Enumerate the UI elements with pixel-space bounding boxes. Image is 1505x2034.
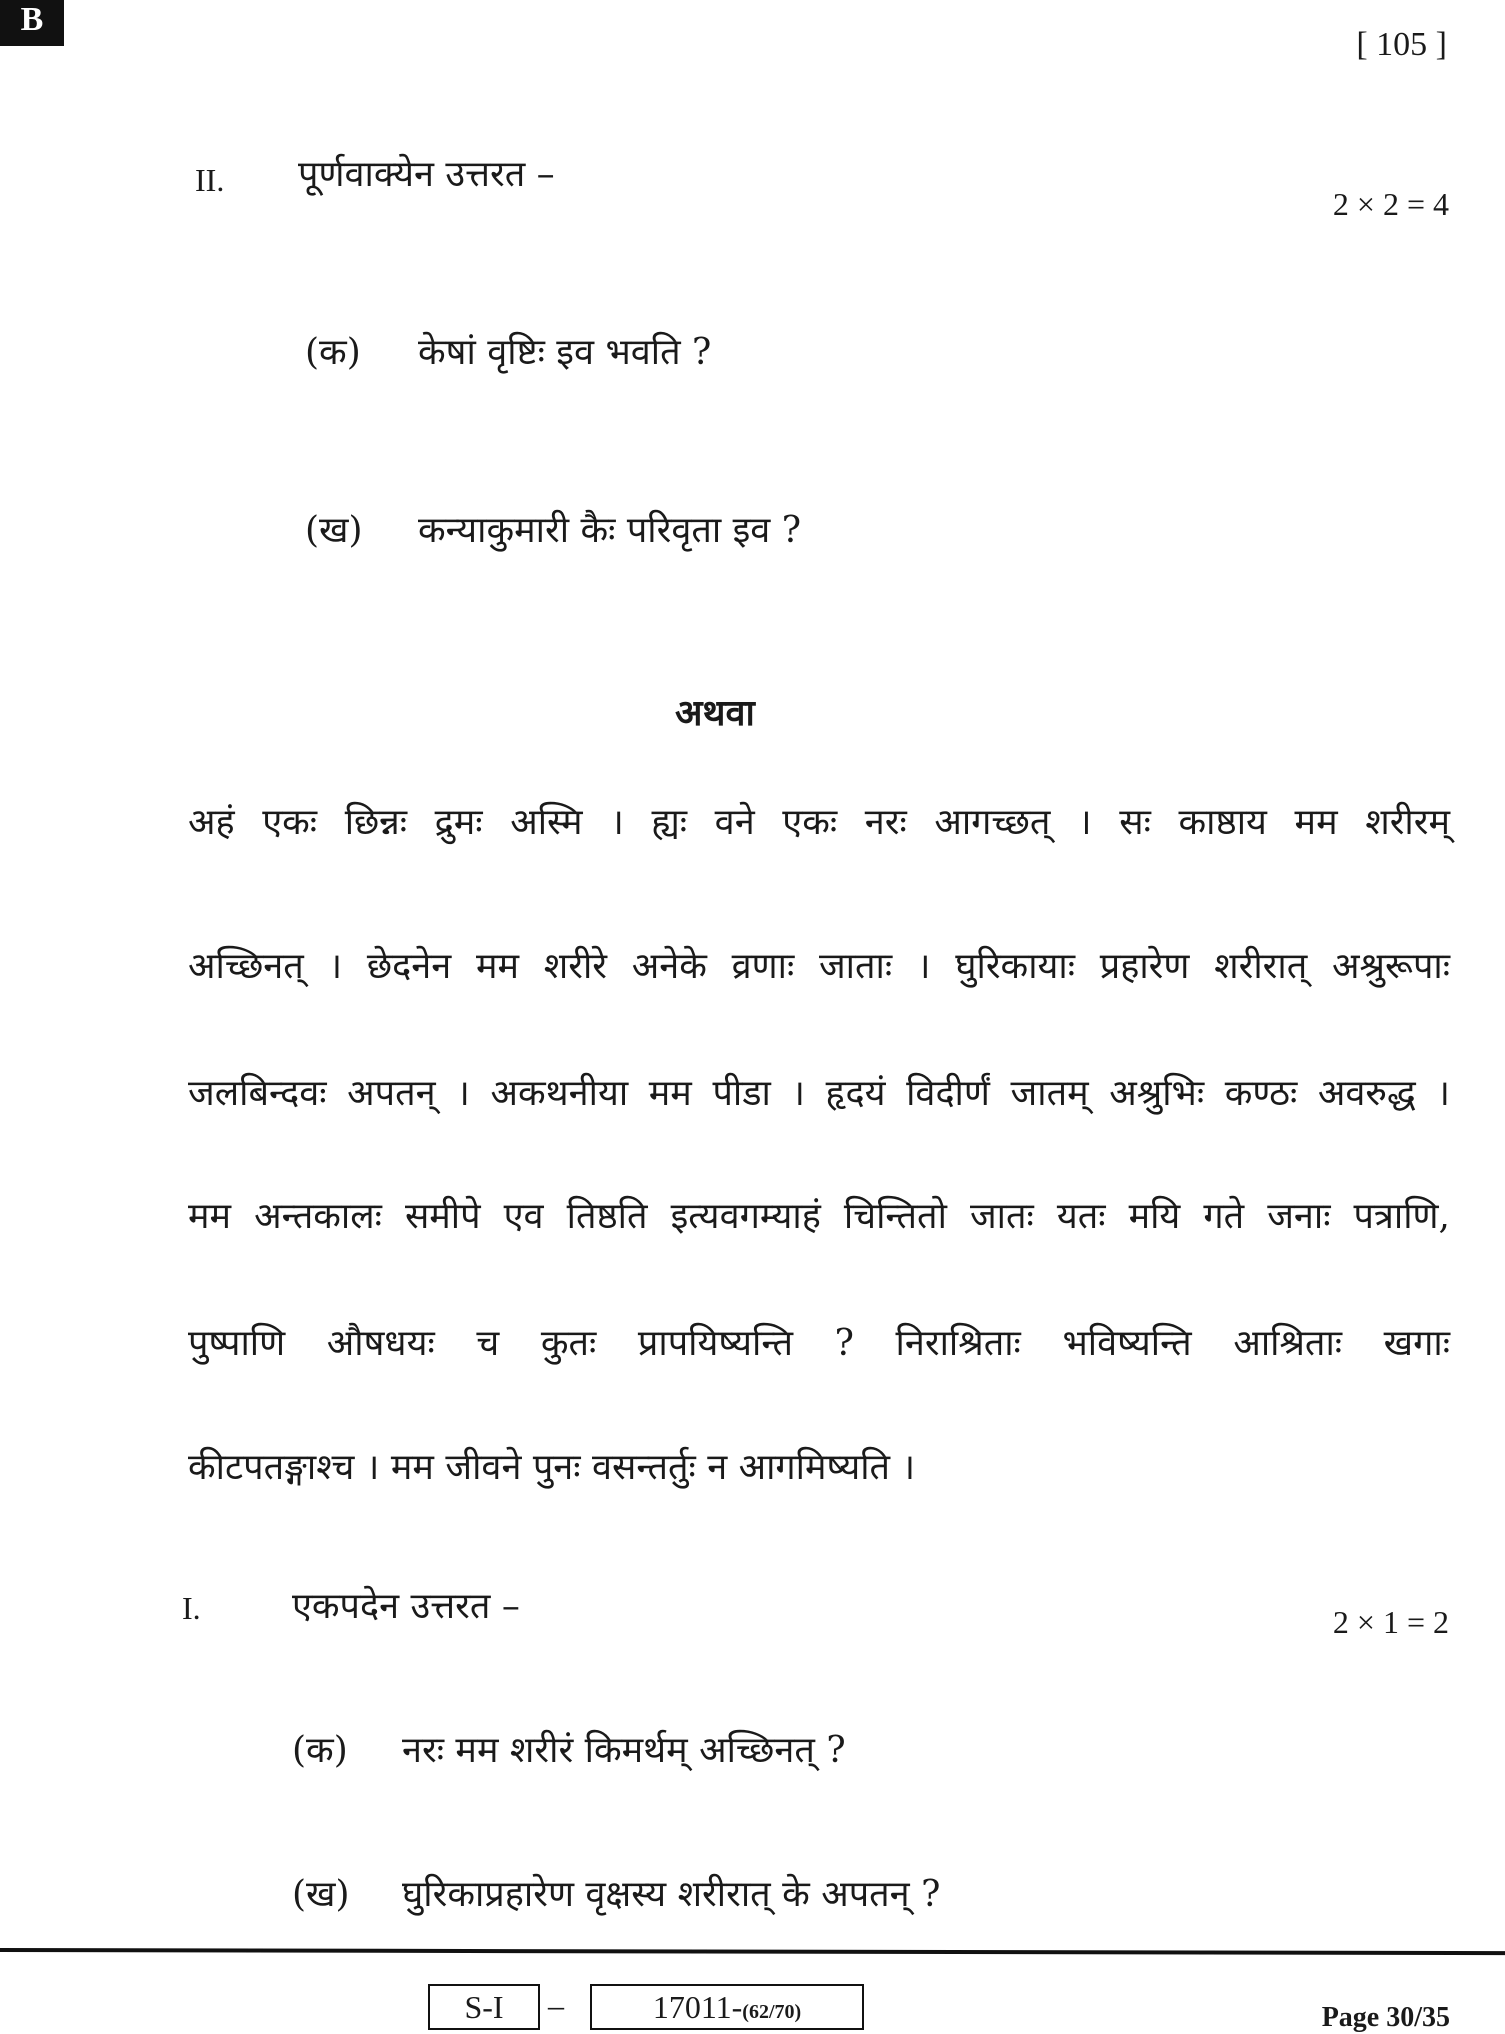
- question-label: (ख): [305, 510, 363, 551]
- question-text: केषां वृष्टिः इव भवति ?: [418, 332, 712, 373]
- section-marks: 2 × 1 = 2: [1332, 1604, 1449, 1640]
- passage-line: अहं एकः छिन्नः द्रुमः अस्मि । ह्यः वने एकः नरः आगच्छत् । सः काष्ठाय मम शरीरम्: [188, 802, 1450, 843]
- question-label: (क): [305, 332, 361, 373]
- section-number: I.: [182, 1590, 201, 1626]
- paper-code: 17011-: [652, 1989, 743, 2025]
- question-label: (क): [292, 1730, 348, 1771]
- or-heading: अथवा: [675, 692, 755, 734]
- passage-line: पुष्पाणि औषधयः च कुतः प्रापयिष्यन्ति ? निराश्रिताः भविष्यन्ति आश्रिताः खगाः: [188, 1323, 1450, 1364]
- question-text: कन्याकुमारी कैः परिवृता इव ?: [418, 510, 802, 551]
- question-label: (ख): [292, 1874, 350, 1915]
- question-text: घुरिकाप्रहारेण वृक्षस्य शरीरात् के अपतन् ?: [402, 1874, 941, 1915]
- footer-divider: [0, 1948, 1505, 1955]
- passage-line: कीटपतङ्गाश्च । मम जीवने पुनः वसन्तर्तुः न आगमिष्यति ।: [188, 1447, 916, 1488]
- paper-code-suffix: (62/70): [742, 2001, 802, 2023]
- page-footer: Page 30/35: [1321, 2002, 1450, 2033]
- section-marks: 2 × 2 = 4: [1332, 186, 1449, 222]
- corner-badge: B: [0, 0, 64, 46]
- section-instruction: पूर्णवाक्येन उत्तरत –: [298, 154, 555, 195]
- page-number: [ 105 ]: [1356, 26, 1447, 63]
- paper-code-box: [590, 1984, 864, 2030]
- section-number: II.: [195, 162, 225, 198]
- section-instruction: एकपदेन उत्तरत –: [292, 1586, 520, 1627]
- passage-line: जलबिन्दवः अपतन् । अकथनीया मम पीडा । हृदयं विदीर्णं जातम् अश्रुभिः कण्ठः अवरुद्ध ।: [188, 1073, 1450, 1114]
- passage-line: मम अन्तकालः समीपे एव तिष्ठति इत्यवगम्याहं चिन्तितो जातः यतः मयि गते जनाः पत्राणि,: [188, 1196, 1450, 1237]
- passage-line: अच्छिनत् । छेदनेन मम शरीरे अनेके व्रणाः जाताः । घुरिकायाः प्रहारेण शरीरात् अश्रुरूपाः: [188, 946, 1450, 987]
- series-box: S-I: [428, 1984, 540, 2030]
- question-text: नरः मम शरीरं किमर्थम् अच्छिनत् ?: [402, 1730, 846, 1771]
- footer-separator: –: [548, 1987, 564, 2023]
